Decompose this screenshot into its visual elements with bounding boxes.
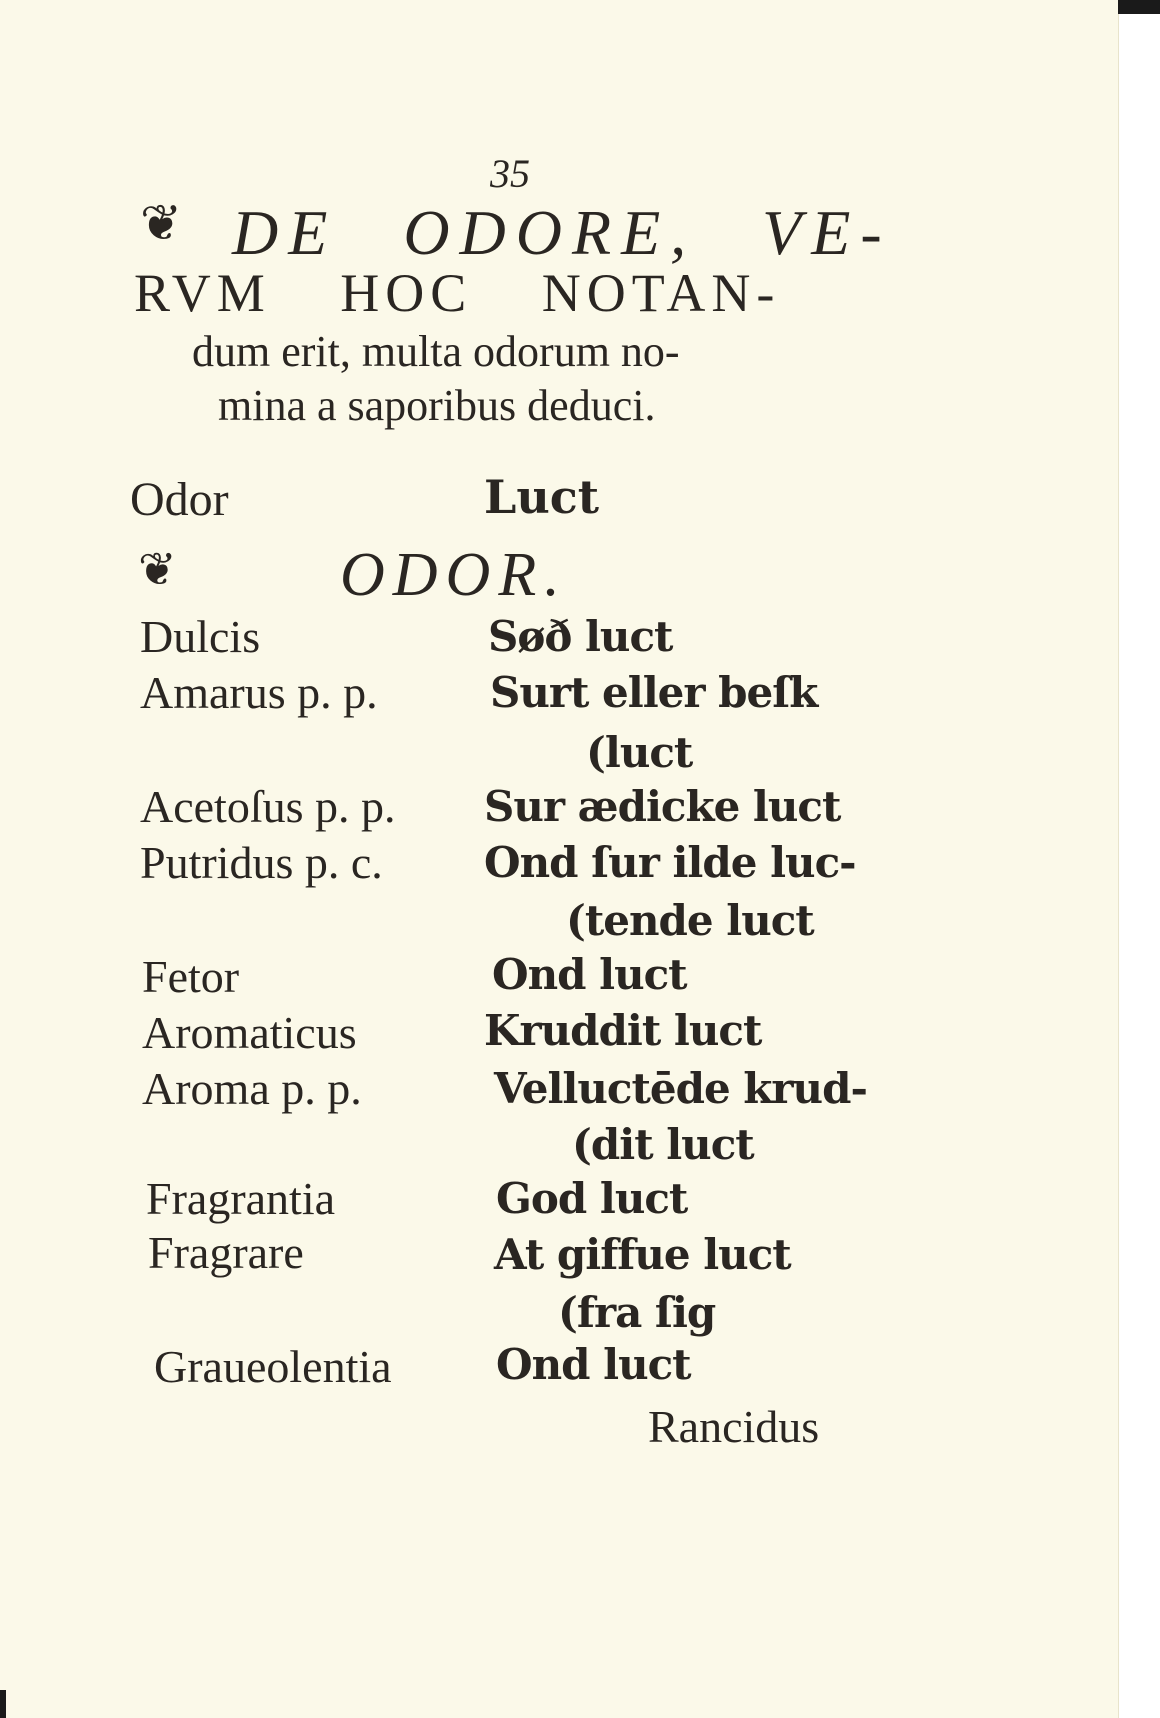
heading-line-3: dum erit, multa odorum no- [192, 327, 680, 376]
catchword: Rancidus [648, 1401, 820, 1452]
entry-latin: Amarus p. p. [140, 667, 378, 718]
entry-danish-continuation: (luct [586, 728, 693, 777]
entry-latin: Acetoſus p. p. [140, 781, 396, 832]
entry-danish: Surt eller beſk [490, 668, 818, 717]
entry-danish: God luct [496, 1174, 688, 1223]
entry-latin: Dulcis [140, 611, 261, 662]
entry-latin: Putridus p. c. [140, 837, 383, 888]
entry-danish: Sur ædicke luct [484, 782, 841, 831]
fleuron-ornament-icon: ❦ [138, 542, 177, 596]
heading-line-2: RVM HOC NOTAN- [134, 263, 781, 323]
entry-latin: Fetor [142, 951, 240, 1002]
entry-danish: Kruddit luct [484, 1006, 762, 1055]
scan-edge-bottom-left [0, 1690, 6, 1718]
entry-danish: Ond ſur ilde luc- [484, 838, 856, 887]
scan-edge-top-right [1118, 0, 1160, 14]
entry-danish-continuation: (dit luct [572, 1120, 754, 1169]
entry-danish: Velluctēde krud- [494, 1064, 867, 1113]
entry-latin: Aroma p. p. [142, 1063, 362, 1114]
entry-latin: Fragrare [148, 1227, 304, 1278]
heading-line-1: DE ODORE, VE- [232, 197, 892, 268]
section-title: ODOR. [340, 541, 568, 609]
column-head-danish: Luct [484, 470, 600, 524]
entry-danish-continuation: (tende luct [566, 896, 814, 945]
entry-danish: Ond luct [496, 1340, 691, 1389]
entry-latin: Fragrantia [146, 1173, 336, 1224]
fleuron-ornament-icon: ❦ [140, 194, 182, 252]
heading-line-4: mina a saporibus deduci. [218, 381, 656, 430]
column-head-latin: Odor [130, 473, 229, 526]
entry-danish-continuation: (fra ſig [558, 1288, 716, 1337]
entry-danish: At giffue luct [494, 1230, 791, 1279]
entry-danish: Ond luct [492, 950, 687, 999]
entry-latin: Aromaticus [142, 1007, 357, 1058]
page-number: 35 [490, 151, 530, 196]
entry-latin: Graueolentia [154, 1341, 392, 1392]
entry-danish: Søð luct [488, 612, 673, 661]
